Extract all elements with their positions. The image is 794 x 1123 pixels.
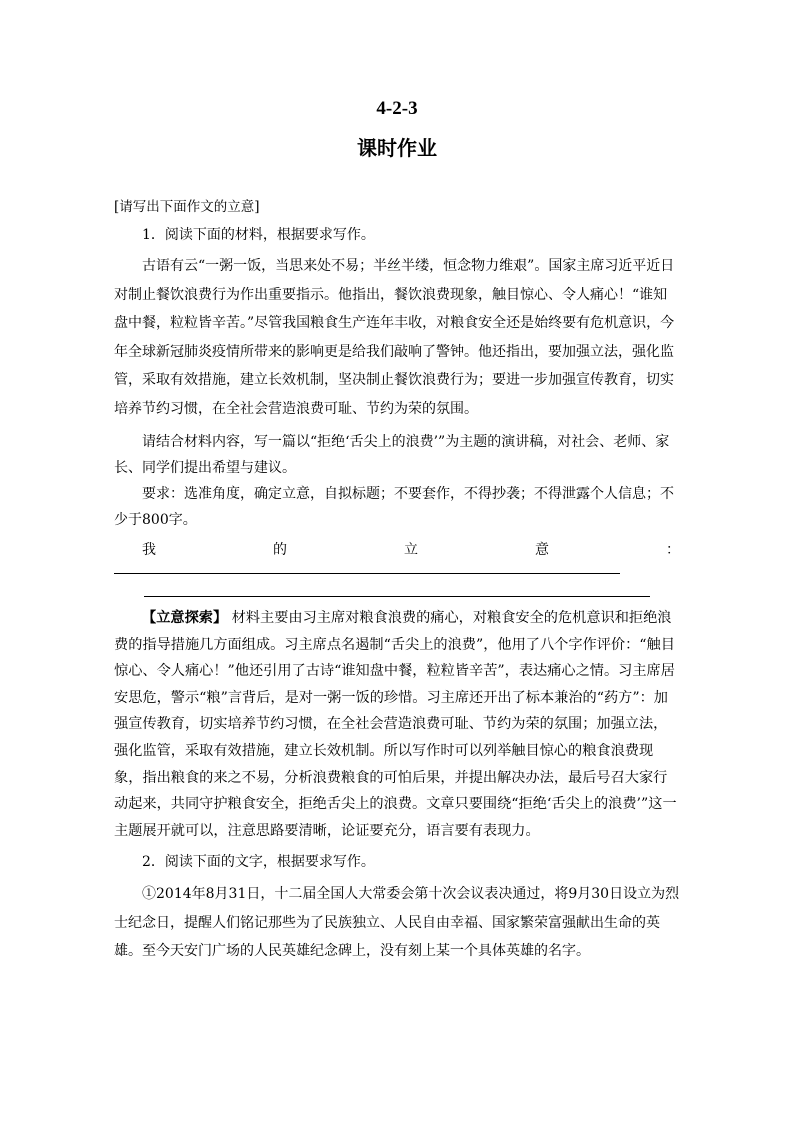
blank-char: 我: [142, 542, 156, 558]
analysis-text: 材料主要由习主席对粮食浪费的痛心，对粮食安全的危机意识和拒绝浪费的指导措施几方面组成。习主席点名遏制“舌尖上的浪费”，他用了八个字作评价：“触目惊心、令人痛心！”他还引用了古诗“谁知盘中餐，粒粒皆辛苦”，表达痛心之情。习主席居安思危，警示“粮”言背后，是对一粥一饭的珍惜。习主席还开出了标本兼治的“药方”：加强宣传教育，切实培养节约习惯，在全社会营造浪费可耻、节约为荣的氛围；加强立法，强化监管，采取有效措施，建立长效机制。所以写作时可以列举触目惊心的粮食浪费现象，指出粮食的来之不易，分析浪费粮食的可怕后果，并提出解决办法，最后号召大家行动起来，共同守护粮食安全，拒绝舌尖上的浪费。文章只要围绕“拒绝‘舌尖上的浪费’”这一主题展开就可以，注意思路要清晰，论证要充分，语言要有表现力。: [114, 610, 677, 839]
section-label: [请写出下面作文的立意]: [114, 199, 260, 215]
page-title: 课时作业: [357, 136, 437, 160]
blank-char: 意: [535, 542, 549, 558]
question-1-task: 请结合材料内容，写一篇以“拒绝‘舌尖上的浪费’”为主题的演讲稿，对社会、老师、家长、同学们提出希望与建议。: [114, 434, 670, 476]
question-1-prompt: 1．阅读下面的材料，根据要求写作。: [142, 227, 375, 243]
question-1-material: 古语有云“一粥一饭，当思来处不易；半丝半缕，恒念物力维艰”。国家主席习近平近日对制止餐饮浪费行为作出重要指示。他指出，餐饮浪费现象，触目惊心、令人痛心！“谁知盘中餐，粒粒皆辛苦。”尽管我国粮食生产连年丰收，对粮食安全还是始终要有危机意识，今年全球新冠肺炎疫情所带来的影响更是给我们敲响了警钟。他还指出，要加强立法，强化监管，采取有效措施，建立长效机制，坚决制止餐饮浪费行为；要进一步加强宣传教育，切实培养节约习惯，在全社会营造浪费可耻、节约为荣的氛围。: [114, 258, 675, 417]
answer-line[interactable]: [114, 573, 620, 574]
document-body: [114, 196, 680, 966]
blank-char: 立: [404, 542, 418, 558]
analysis-paragraph: [114, 605, 680, 844]
thesis-blank-label: [114, 537, 680, 563]
question-2-prompt: 2．阅读下面的文字，根据要求写作。: [142, 854, 375, 871]
question-2-material: ①2014年8月31日，十二届全国人大常委会第十次会议表决通过，将9月30日设立为烈士纪念日，提醒人们铭记那些为了民族独立、人民自由幸福、国家繁荣富强献出生命的英雄。至今天安门广场的人民英雄纪念碑上，没有刻上某一个具体英雄的名字。: [114, 886, 680, 960]
lesson-code: 4-2-3: [376, 98, 418, 119]
question-1-requirements: 要求：选准角度，确定立意，自拟标题；不要套作，不得抄袭；不得泄露个人信息；不少于800字。: [114, 486, 674, 528]
answer-line[interactable]: [144, 596, 650, 597]
analysis-tag: 【立意探索】: [142, 610, 228, 626]
blank-char: ：: [666, 542, 680, 558]
blank-char: 的: [273, 542, 287, 558]
